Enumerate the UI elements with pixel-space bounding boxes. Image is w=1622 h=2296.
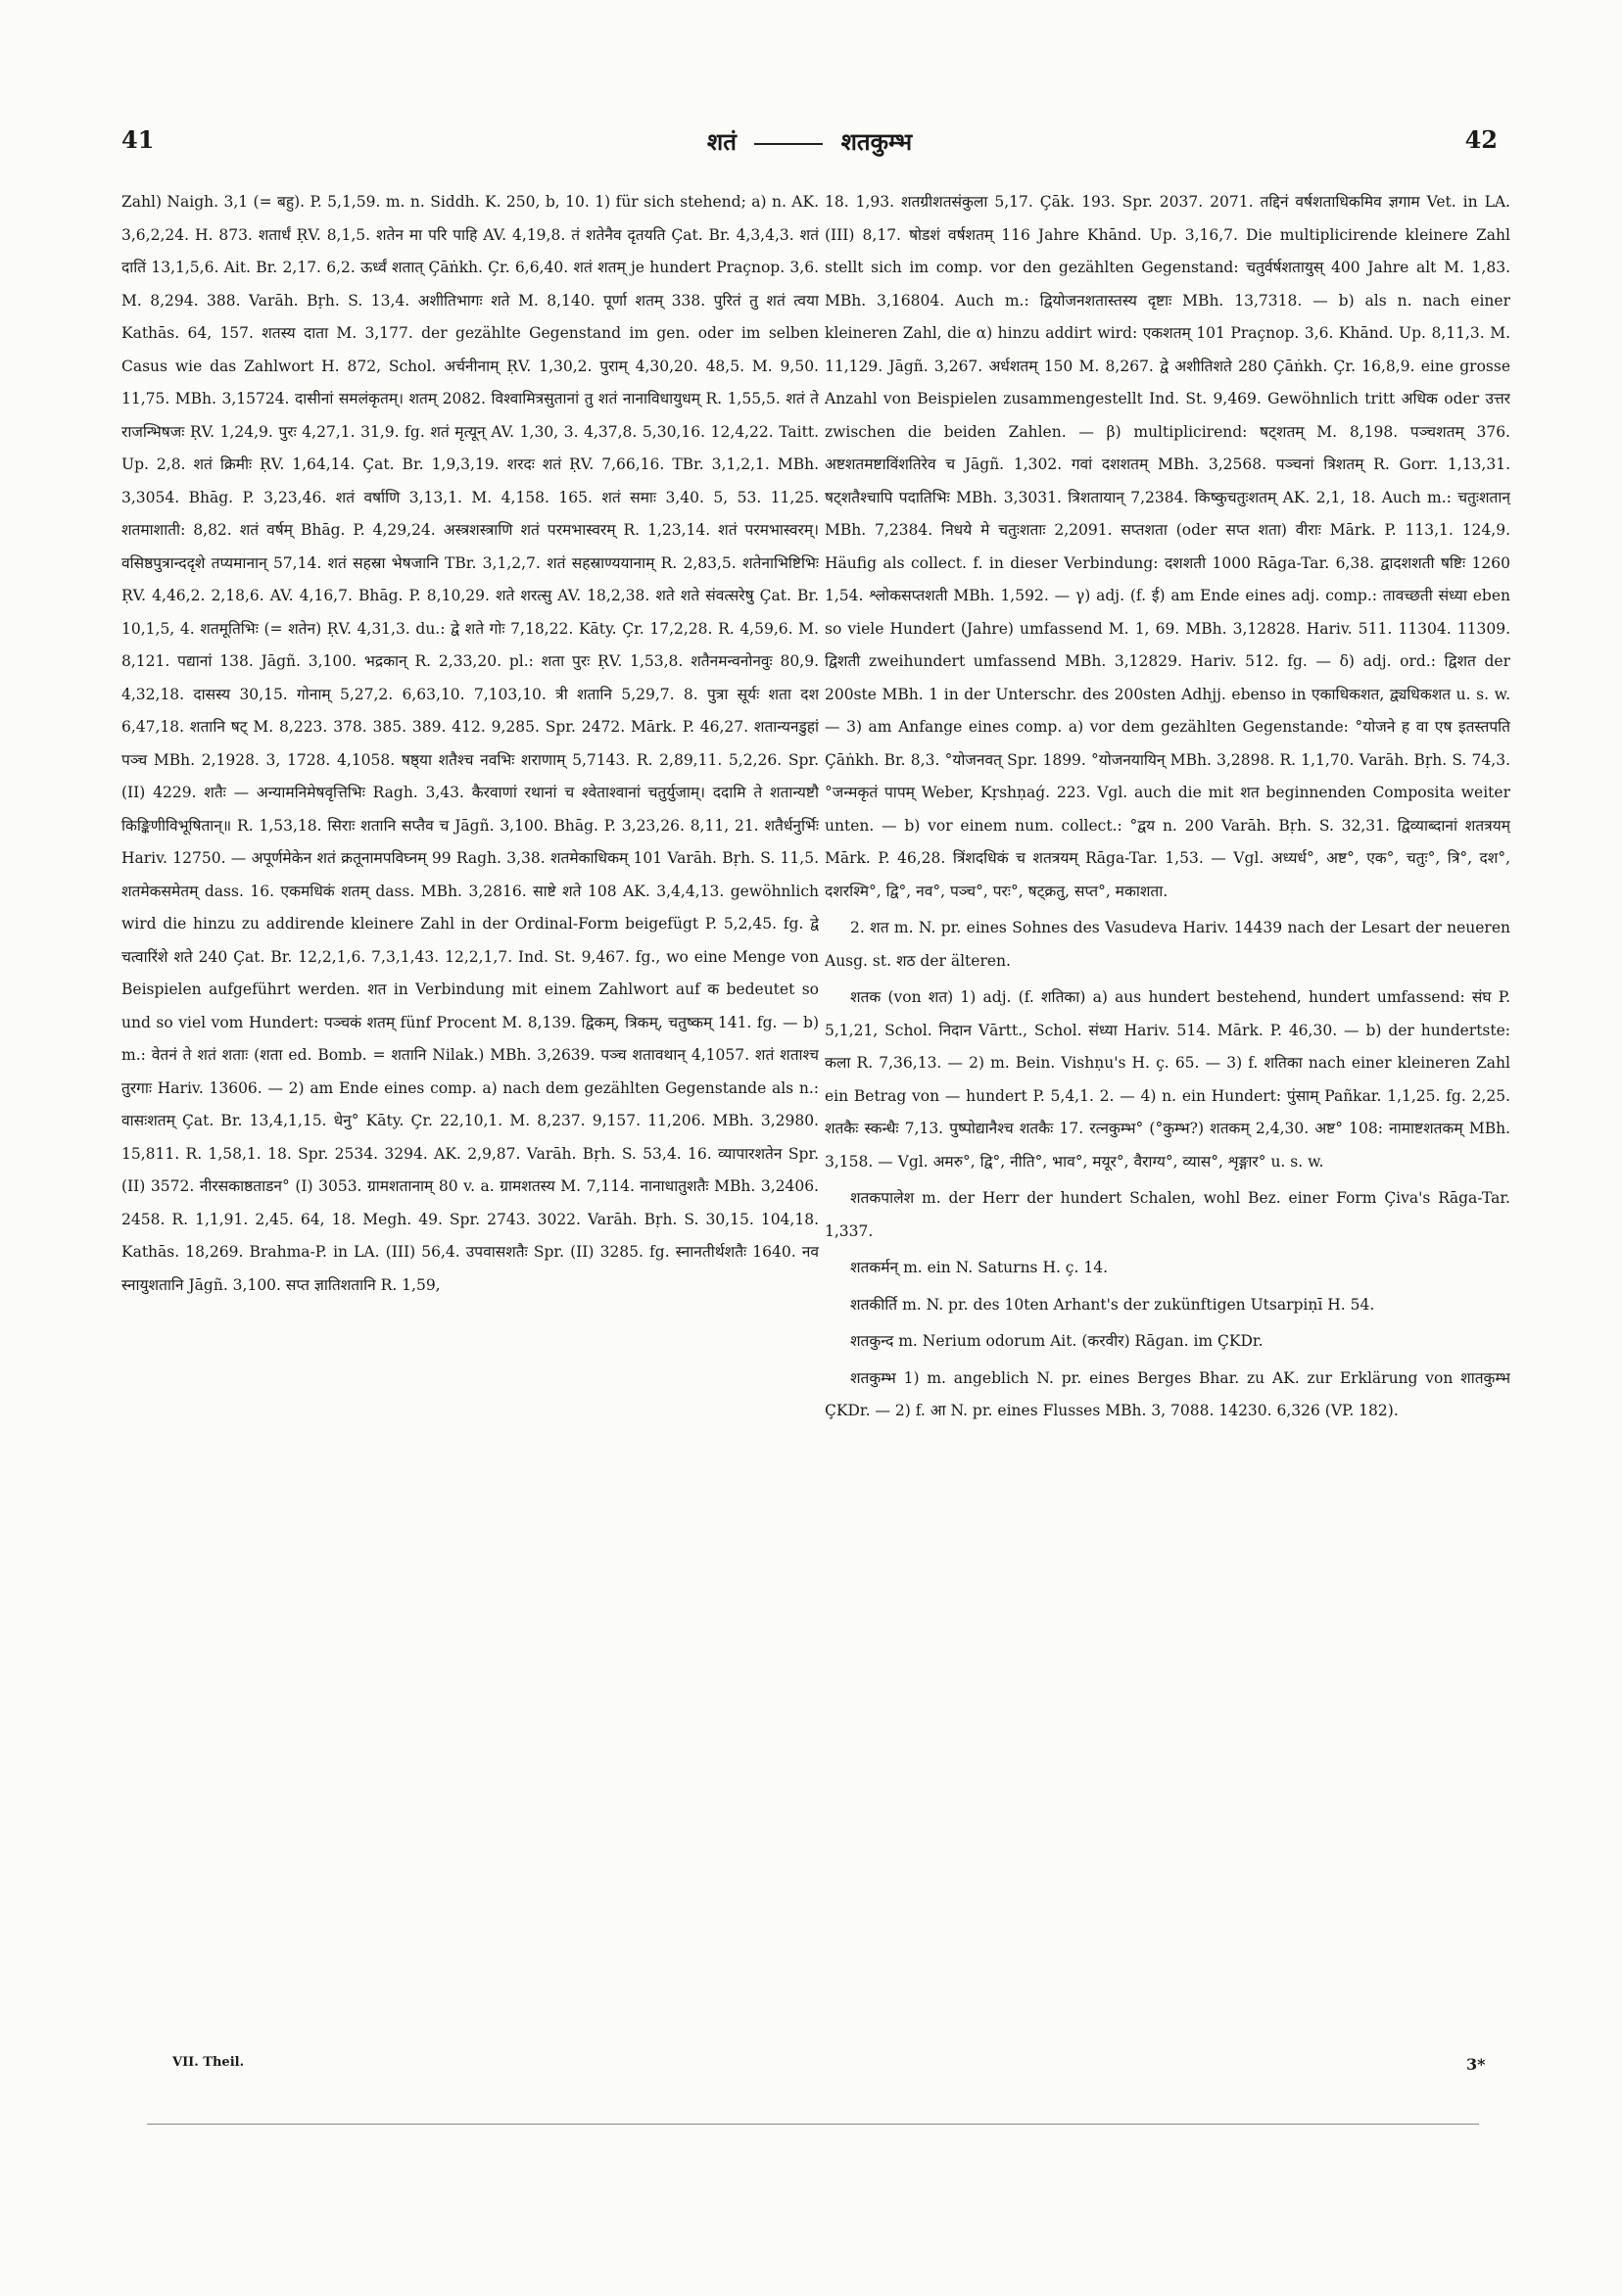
dictionary-entry: शतकीर्ति m. N. pr. des 10ten Arhant's der zukünftigen Utsarpiṇī H. 54.: [850, 1295, 1375, 1314]
paragraph: 18. 1,93. शतग्रीशतसंकुला 5,17. Çāk. 193. Spr. 2037. 2071. तद्दिनं वर्षशताधिकमिव ज्ञगाम Vet. in LA. (III) 8,17. षोडशं वर्षशतम् 116 Jahre Khānd. Up. 3,16,7. Die multiplicirende kleinere Zahl stellt sich im comp. vor den gezählten Gegenstand: चतुर्वर्षशतायुस् 400 Jahre alt M. 1,83. MBh. 3,16804. Auch m.: द्वियोजनशतास्तस्य दृष्टाः MBh. 13,7318. — b) als n. nach einer kleineren Zahl, die α) hinzu addirt wird: एकशतम् 101 Praçnop. 3,6. Khānd. Up. 8,11,3. M. 11,129. Jāgñ. 3,267. अर्धशतम् 150 M. 8,267. द्वे अशीतिशते 280 Çāṅkh. Çr. 16,8,9. eine grosse Anzahl von Beispielen zusammengestellt Ind. St. 9,469. Gewöhnlich tritt अधिक oder उत्तर zwischen die beiden Zahlen. — β) multiplicirend: षट्शतम् M. 8,198. पञ्चशतम् 376. अष्टशतमष्टाविंशतिरेव च Jāgñ. 1,302. गवां दशशतम् MBh. 3,2568. पञ्चनां त्रिशतम् R. Gorr. 1,13,31. षट्शतैश्चापि पदातिभिः MBh. 3,3031. त्रिशतायान् 7,2384. किष्कुचतुःशतम् AK. 2,1, 18. Auch m.: चतुःशतान् MBh. 7,2384. निधये मे चतुःशताः 2,2091. सप्तशता (oder सप्त शता) वीराः Mārk. P. 113,1. 124,9. Häufig als collect. f. in dieser Verbindung: दशशती 1000 Rāga-Tar. 6,38. द्वादशशती षष्टिः 1260 1,54. श्लोकसप्तशती MBh. 1,592. — γ) adj. (f. ई) am Ende eines adj. comp.: तावच्छती संध्या eben so viele Hundert (Jahre) umfassend M. 1, 69. MBh. 3,12828. Hariv. 511. 11304. 11309. द्विशती zweihundert umfassend MBh. 3,12829. Hariv. 512. fg. — δ) adj. ord.: द्विशत der 200ste MBh. 1 in der Unterschr. des 200sten Adhjj. ebenso in एकाधिकशत, द्व्यधिकशत u. s. w. — 3) am Anfange eines comp. a) vor dem gezählten Gegenstande: °योजने ह वा एष इतस्तपति Çāṅkh. Br. 8,3. °योजनवत् Spr. 1899. °योजनयायिन् MBh. 3,2898. R. 1,1,70. Varāh. Bṛh. S. 74,3. °जन्मकृतं पापम् Weber, Kṛshṇaǵ. 223. Vgl. auch die mit शत beginnenden Composita weiter unten. — b) vor einem num. collect.: °द्वय n. 200 Varāh. Bṛh. S. 32,31. द्विव्याब्दानां शतत्रयम् Mārk. P. 46,28. त्रिंशदधिकं च शतत्रयम् Rāga-Tar. 1,53. — Vgl. अध्यर्ध°, अष्ट°, एक°, चतुः°, त्रि°, दश°, दशरश्मि°, द्वि°, नव°, पञ्च°, परः°, षट्क्रतु, सप्त°, मकाशता.: [825, 193, 1510, 900]
headword-dash: [754, 143, 823, 145]
dictionary-entry: शतकुम्भ 1) m. angeblich N. pr. eines Berges Bhar. zu AK. zur Erklärung von शातकुम्भ ÇKDr. — 2) f. आ N. pr. eines Flusses MBh. 3, 7088. 14230. 6,326 (VP. 182).: [825, 1368, 1510, 1419]
dictionary-entry: शतकुन्द m. Nerium odorum Ait. (करवीर) Rāgan. im ÇKDr.: [850, 1332, 1264, 1350]
volume-signature: VII. Theil.: [172, 2055, 245, 2070]
paragraph: Zahl) Naigh. 3,1 (= बहु). P. 5,1,59. m. n. Siddh. K. 250, b, 10. 1) für sich stehend; a) n. AK. 3,6,2,24. H. 873. शतार्धं ṚV. 8,1,5. शतेन मा परि पाहि AV. 4,19,8. तं शतेनैव दृतयति Çat. Br. 4,3,4,3. शतं दातिं 13,1,5,6. Ait. Br. 2,17. 6,2. ऊर्ध्वं शतात् Çāṅkh. Çr. 6,6,40. शतं शतम् je hundert Praçnop. 3,6. M. 8,294. 388. Varāh. Bṛh. S. 13,4. अशीतिभागः शते M. 8,140. पूर्णा शतम् 338. पुरितं तु शतं त्वया Kathās. 64, 157. शतस्य दाता M. 3,177. der gezählte Gegenstand im gen. oder im selben Casus wie das Zahlwort H. 872, Schol. अर्चनीनाम् ṚV. 1,30,2. पुराम् 4,30,20. 48,5. M. 9,50. 11,75. MBh. 3,15724. दासीनां समलंकृतम्। शतम् 2082. विश्वामित्रसुतानां तु शतं नानाविधायुधम् R. 1,55,5. शतं ते राजन्भिषजः ṚV. 1,24,9. पुरः 4,27,1. 31,9. fg. शतं मृत्यून् AV. 1,30, 3. 4,37,8. 5,30,16. 12,4,22. Taitt. Up. 2,8. शतं क्रिमीः ṚV. 1,64,14. Çat. Br. 1,9,3,19. शरदः शतं ṚV. 7,66,16. TBr. 3,1,2,1. MBh. 3,3054. Bhāg. P. 3,23,46. शतं वर्षाणि 3,13,1. M. 4,158. 165. शतं समाः 3,40. 5, 53. 11,25. शतमाशाती: 8,82. शतं वर्षम् Bhāg. P. 4,29,24. अस्त्रशस्त्राणि शतं परमभास्वरम् R. 1,23,14. शतं परमभास्वरम्। वसिष्ठपुत्रान्ददृशे तप्यमानान् 57,14. शतं सहस्रा भेषजानि TBr. 3,1,2,7. शतं सहस्राण्ययानाम् R. 2,83,5. शतेनाभिष्टिभिः ṚV. 4,46,2. 2,18,6. AV. 4,16,7. Bhāg. P. 8,10,29. शते शरत्सु AV. 18,2,38. शते शते संवत्सरेषु Çat. Br. 10,1,5, 4. शतमूतिभिः (= शतेन) ṚV. 4,31,3. du.: द्वे शते गोः 7,18,22. Kāty. Çr. 17,2,28. R. 4,59,6. M. 8,121. पद्यानां 138. Jāgñ. 3,100. भद्रकान् R. 2,33,20. pl.: शता पुरः ṚV. 1,53,8. शतैनमन्वनोनवुः 80,9. 4,32,18. दासस्य 30,15. गोनाम् 5,27,2. 6,63,10. 7,103,10. त्री शतानि 5,29,7. 8. पुत्रा सूर्यः शता दश 6,47,18. शतानि षट् M. 8,223. 378. 385. 389. 412. 9,285. Spr. 2472. Mārk. P. 46,27. शतान्यनडुहां पञ्च MBh. 2,1928. 3, 1728. 4,1058. षष्ठ्या शतैश्च नवभिः शराणाम् 5,7143. R. 2,89,11. 5,2,26. Spr. (II) 4229. शतैः — अन्यामनिमेषवृत्तिभिः Ragh. 3,43. कैरवाणां रथानां च श्वेताश्वानां चतुर्युजाम्। ददामि ते शतान्यष्टौ किङ्किणीविभूषितान्॥ R. 1,53,18. सिराः शतानि सप्तैव च Jāgñ. 3,100. Bhāg. P. 3,23,26. 8,11, 21. शतैर्धनुर्भिः Hariv. 12750. — अपूर्णमेकेन शतं क्रतूनामपविघ्नम् 99 Ragh. 3,38. शतमेकाधिकम् 101 Varāh. Bṛh. S. 11,5. शतमेकसमेतम् dass. 16. एकमधिकं शतम् dass. MBh. 3,2816. साष्टे शते 108 AK. 3,4,4,13. gewöhnlich wird die hinzu zu addirende kleinere Zahl in der Ordinal-Form beigefügt P. 5,2,45. fg. द्वे चत्वारिंशे शते 240 Çat. Br. 12,2,1,6. 7,3,1,43. 12,2,1,7. Ind. St. 9,467. fg., wo eine Menge von Beispielen aufgeführt werden. शत in Verbindung mit einem Zahlwort auf क bedeutet so und so viel vom Hundert: पञ्चकं शतम् fünf Procent M. 8,139. द्विकम्, त्रिकम्, चतुष्कम् 141. fg. — b) m.: वेतनं ते शतं शताः (शता ed. Bomb. = शतानि Nilak.) MBh. 3,2639. पञ्च शतावथान् 4,1057. शतं शताश्च तुरगाः Hariv. 13606. — 2) am Ende eines comp. a) nach dem gezählten Gegenstande als n.: वासःशतम् Çat. Br. 13,4,1,15. धेनु° Kāty. Çr. 22,10,1. M. 8,237. 9,157. 11,206. MBh. 3,2980. 15,811. R. 1,58,1. 18. Spr. 2534. 3294. AK. 2,9,87. Varāh. Bṛh. S. 53,4. 16. व्यापारशतेन Spr. (II) 3572. नीरसकाष्ठताडन° (I) 3053. ग्रामशतानाम् 80 v. a. ग्रामशतस्य M. 7,114. नानाधातुशतैः MBh. 3,2406. 2458. R. 1,1,91. 2,45. 64, 18. Megh. 49. Spr. 2743. 3022. Varāh. Bṛh. S. 30,15. 104,18. Kathās. 18,269. Brahma-P. in LA. (III) 56,4. उपवासशतैः Spr. (II) 3285. fg. स्नानतीर्थशतैः 1640. नव स्नायुशतानि Jāgñ. 3,100. सप्त ज्ञातिशतानि R. 1,59,: [121, 193, 819, 1294]
left-column: [121, 186, 819, 2047]
right-column: [825, 186, 1510, 2047]
dictionary-entry: शतकर्मन् m. ein N. Saturns H. ç. 14.: [850, 1259, 1108, 1276]
dictionary-entry: शतकपालेश m. der Herr der hundert Schalen, wohl Bez. einer Form Çiva's Rāga-Tar. 1,337.: [825, 1189, 1510, 1240]
page-number-right: 42: [1464, 125, 1498, 154]
running-headwords: [121, 125, 1498, 158]
bottom-rule: [147, 2124, 1479, 2125]
dictionary-entry: 2. शत m. N. pr. eines Sohnes des Vasudeva Hariv. 14439 nach der Lesart der neueren Ausg. st. शठ der älteren.: [825, 919, 1510, 970]
headword-right: शतकुम्भ: [840, 127, 913, 156]
page-header: [121, 125, 1498, 165]
page-number-left: 41: [121, 125, 155, 154]
sheet-signature: 3*: [1466, 2055, 1486, 2074]
headword-left: शतं: [706, 127, 737, 156]
dictionary-entry: शतक (von शत) 1) adj. (f. शतिका) a) aus hundert bestehend, hundert umfassend: संघ P. 5,1,21, Schol. निदान Vārtt., Schol. संध्या Hariv. 514. Mārk. P. 46,30. — b) der hundertste: कला R. 7,36,13. — 2) m. Bein. Vishṇu's H. ç. 65. — 3) f. शतिका nach einer kleineren Zahl ein Betrag von — hundert P. 5,4,1. 2. — 4) n. ein Hundert: पुंसाम् Pañkar. 1,1,25. fg. 2,25. शतकैः स्कन्धैः 7,13. पुष्पोद्यानैश्च शतकैः 17. रत्नकुम्भ° (°कुम्भ?) शतकम् 2,4,30. अष्ट° 108: नामाष्टशतकम् MBh. 3,158. — Vgl. अमरु°, द्वि°, नीति°, भाव°, मयूर°, वैराग्य°, व्यास°, शृङ्गार° u. s. w.: [825, 988, 1510, 1171]
